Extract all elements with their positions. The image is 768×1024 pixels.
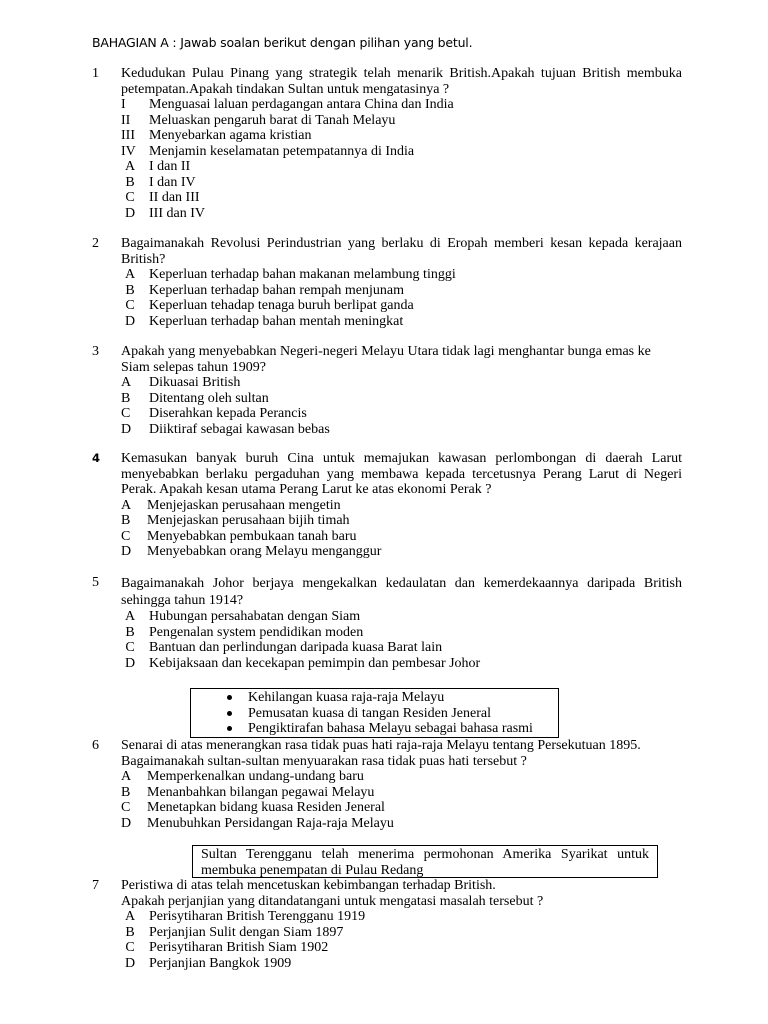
option-b: B Pengenalan system pendidikan moden (125, 624, 364, 640)
question-number: 7 (92, 878, 99, 893)
option-d: D Menyebabkan orang Melayu menganggur (121, 544, 382, 559)
bullet-icon (224, 690, 234, 706)
option-b: B Ditentang oleh sultan (121, 390, 269, 406)
question-stem-line-2: Apakah perjanjian yang ditandatangani untuk mengatasi masalah tersebut ? (121, 893, 544, 909)
option-a: A Keperluan terhadap bahan makanan melambung tinggi (124, 267, 456, 282)
question-stem-line-1: Peristiwa di atas telah mencetuskan kebimbangan terhadap British. (121, 878, 496, 893)
option-list (121, 909, 682, 971)
statement-item: III Menyebarkan agama kristian (121, 128, 312, 143)
option-c: C Keperluan tehadap tenaga buruh berlipat ganda (125, 298, 414, 313)
question-5 (92, 575, 682, 671)
option-a: A I dan II (124, 159, 191, 174)
bullet-item: Kehilangan kuasa raja-raja Melayu (224, 690, 558, 706)
question-number: 1 (92, 66, 99, 81)
statement-list (121, 97, 682, 159)
option-c: C Bantuan dan perlindungan daripada kuasa Barat lain (125, 640, 443, 655)
bullet-icon (224, 721, 234, 737)
question-6-list-box (190, 688, 559, 738)
option-c: C Diserahkan kepada Perancis (121, 406, 307, 421)
bullet-item: Pengiktirafan bahasa Melayu sebagai bahasa rasmi (224, 721, 558, 737)
option-b: B Menjejaskan perusahaan bijih timah (121, 513, 350, 528)
option-c: C Perisytiharan British Siam 1902 (125, 940, 329, 955)
question-number: 3 (92, 344, 99, 359)
question-2 (92, 236, 682, 329)
option-d: D Diiktiraf sebagai kawasan bebas (121, 421, 330, 437)
option-a: A Menjejaskan perusahaan mengetin (121, 497, 341, 513)
statement-item: I Menguasai laluan perdagangan antara China dan India (121, 97, 454, 112)
option-list (121, 267, 682, 329)
question-stem: Bagaimanakah Revolusi Perindustrian yang berlaku di Eropah memberi kesan kepada kerajaan British? (121, 236, 682, 267)
question-number: 4 (92, 451, 101, 465)
option-d: D III dan IV (124, 205, 205, 221)
question-number: 5 (92, 575, 99, 590)
statement-item: II Meluaskan pengaruh barat di Tanah Melayu (121, 112, 396, 128)
question-stem: Bagaimanakah Johor berjaya mengekalkan kedaulatan dan kemerdekaannya daripada British sehingga tahun 1914? (121, 576, 682, 608)
question-1 (92, 66, 682, 221)
option-c: C Menyebabkan pembukaan tanah baru (121, 528, 357, 544)
option-d: D Menubuhkan Persidangan Raja-raja Melayu (121, 815, 394, 831)
option-list (121, 769, 682, 831)
option-a: A Perisytiharan British Terengganu 1919 (124, 909, 366, 924)
question-7 (92, 878, 682, 971)
bullet-icon (224, 706, 234, 722)
option-list (121, 609, 682, 671)
option-list (121, 159, 682, 221)
question-stem-line-1: Senarai di atas menerangkan rasa tidak puas hati raja-raja Melayu tentang Persekutuan 1895. (121, 738, 641, 753)
question-stem: Kedudukan Pulau Pinang yang strategik telah menarik British.Apakah tujuan British membuka petempatan.Apakah tindakan Sultan untuk mengatasinya ? (121, 66, 682, 97)
question-4 (92, 451, 682, 560)
option-a: A Dikuasai British (121, 375, 241, 390)
bullet-item: Pemusatan kuasa di tangan Residen Jeneral (224, 706, 558, 722)
question-number: 6 (92, 738, 99, 753)
statement-item: IV Menjamin keselamatan petempatannya di India (121, 143, 415, 159)
option-d: D Perjanjian Bangkok 1909 (124, 955, 292, 971)
option-b: B I dan IV (125, 174, 196, 190)
option-list (121, 375, 682, 437)
question-6 (92, 738, 682, 831)
question-stem: Kemasukan banyak buruh Cina untuk memajukan kawasan perlombongan di daerah Larut menyebabkan berlaku pergaduhan yang membawa kepada tercetusnya Perang Larut di Negeri Perak. Apakah kesan utama Perang Larut ke atas ekonomi Perak ? (121, 451, 682, 497)
question-stem-line-2: Bagaimanakah sultan-sultan menyuarakan rasa tidak puas hati tersebut ? (121, 753, 527, 769)
question-3 (92, 344, 682, 437)
option-b: B Perjanjian Sulit dengan Siam 1897 (125, 924, 344, 940)
option-d: D Kebijaksaan dan kecekapan pemimpin dan pembesar Johor (124, 655, 481, 671)
option-c: C II dan III (125, 190, 200, 205)
option-c: C Menetapkan bidang kuasa Residen Jeneral (121, 800, 385, 815)
question-stem: Apakah yang menyebabkan Negeri-negeri Melayu Utara tidak lagi menghantar bunga emas ke Siam selepas tahun 1909? (121, 344, 651, 375)
option-d: D Keperluan terhadap bahan mentah meningkat (124, 313, 404, 329)
option-list (121, 498, 682, 560)
question-7-statement-box: Sultan Terengganu telah menerima permohonan Amerika Syarikat untuk membuka penempatan di Pulau Redang (192, 845, 658, 878)
option-b: B Keperluan terhadap bahan rempah menjunam (125, 282, 405, 298)
option-b: B Menanbahkan bilangan pegawai Melayu (121, 784, 375, 800)
question-number: 2 (92, 236, 99, 251)
option-a: A Hubungan persahabatan dengan Siam (124, 609, 361, 624)
option-a: A Memperkenalkan undang-undang baru (121, 769, 364, 784)
section-header: BAHAGIAN A : Jawab soalan berikut dengan pilihan yang betul. (92, 35, 473, 50)
